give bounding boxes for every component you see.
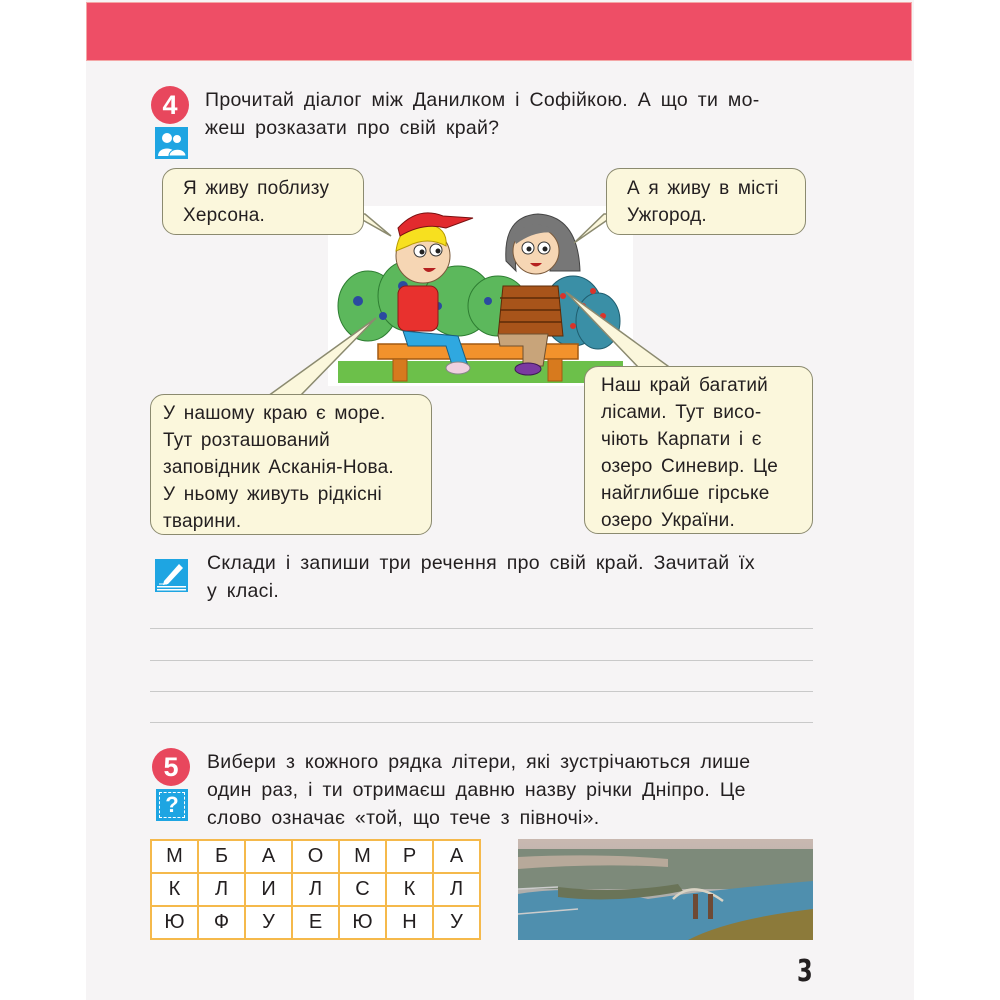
task-5-instructions <box>207 748 817 832</box>
bubble-line: тварини. <box>163 511 242 532</box>
bubble-line: Я живу поблизу <box>183 178 330 199</box>
bubble-line: Наш край багатий <box>601 375 768 396</box>
grid-cell[interactable]: И <box>245 873 292 906</box>
bubble-line: найглибше гірське <box>601 483 770 504</box>
speech-bubble-boy-top <box>162 168 364 235</box>
writing-task-instructions <box>207 549 817 605</box>
task-5-number: 5 <box>163 751 179 782</box>
bubble-line: У ньому живуть рідкісні <box>163 484 382 505</box>
grid-cell[interactable]: К <box>151 873 198 906</box>
bubble-line: Ужгород. <box>627 205 707 226</box>
bubble-line: чіють Карпати і є <box>601 429 762 450</box>
grid-cell[interactable]: Ю <box>339 906 386 939</box>
grid-cell[interactable]: А <box>433 840 480 873</box>
grid-cell[interactable]: А <box>245 840 292 873</box>
task-4-line-2: жеш розказати про свій край? <box>205 117 500 139</box>
grid-cell[interactable]: Л <box>433 873 480 906</box>
task-4-line-1: Прочитай діалог між Данилком і Софійкою. А що ти мо- <box>205 89 760 111</box>
answer-line-3[interactable] <box>150 691 813 692</box>
answer-line-2[interactable] <box>150 660 813 661</box>
grid-cell[interactable]: Ф <box>198 906 245 939</box>
task-5-line-1: Вибери з кожного рядка літери, які зустрічаються лише <box>207 751 751 773</box>
grid-cell[interactable]: Е <box>292 906 339 939</box>
grid-cell[interactable]: У <box>245 906 292 939</box>
grid-row-3 <box>151 906 480 939</box>
bubble-line: Тут розташований <box>163 430 330 451</box>
grid-cell[interactable]: Ю <box>151 906 198 939</box>
bubble-line: озеро Синевир. Це <box>601 456 779 477</box>
bubble-line: озеро України. <box>601 510 735 531</box>
question-mark-glyph: ? <box>165 792 179 817</box>
grid-cell[interactable]: Л <box>198 873 245 906</box>
page-number: 3 <box>797 954 813 989</box>
grid-cell[interactable]: О <box>292 840 339 873</box>
bubble-line: А я живу в місті <box>627 178 779 199</box>
grid-cell[interactable]: М <box>151 840 198 873</box>
grid-row-1 <box>151 840 480 873</box>
question-icon <box>156 789 188 821</box>
grid-cell[interactable]: К <box>386 873 433 906</box>
speech-bubble-girl-top <box>606 168 806 235</box>
pencil-write-icon <box>155 559 188 592</box>
grid-cell[interactable]: С <box>339 873 386 906</box>
letter-grid <box>150 839 481 940</box>
task-5-line-2: один раз, і ти отримаєш давню назву річки Дніпро. Це <box>207 779 746 801</box>
writing-line-1: Склади і запиши три речення про свій край. Зачитай їх <box>207 552 755 574</box>
bubble-line: заповідник Асканія-Нова. <box>163 457 394 478</box>
speech-bubble-girl-bottom <box>584 366 813 534</box>
grid-cell[interactable]: Н <box>386 906 433 939</box>
writing-line-2: у класі. <box>207 580 280 602</box>
task-4-number: 4 <box>162 89 178 120</box>
bubble-line: У нашому краю є море. <box>163 403 386 424</box>
speech-bubble-boy-bottom <box>150 394 432 535</box>
grid-cell[interactable]: Р <box>386 840 433 873</box>
bubble-line: Херсона. <box>183 205 266 226</box>
grid-cell[interactable]: Л <box>292 873 339 906</box>
dnipro-river-photo <box>518 839 813 940</box>
answer-line-4[interactable] <box>150 722 813 723</box>
grid-cell[interactable]: У <box>433 906 480 939</box>
grid-row-2 <box>151 873 480 906</box>
grid-cell[interactable]: М <box>339 840 386 873</box>
task-5-number-badge <box>152 748 190 786</box>
bubble-line: лісами. Тут висо- <box>601 402 762 423</box>
answer-line-1[interactable] <box>150 628 813 629</box>
grid-cell[interactable]: Б <box>198 840 245 873</box>
task-5-line-3: слово означає «той, що тече з півночі». <box>207 807 600 829</box>
